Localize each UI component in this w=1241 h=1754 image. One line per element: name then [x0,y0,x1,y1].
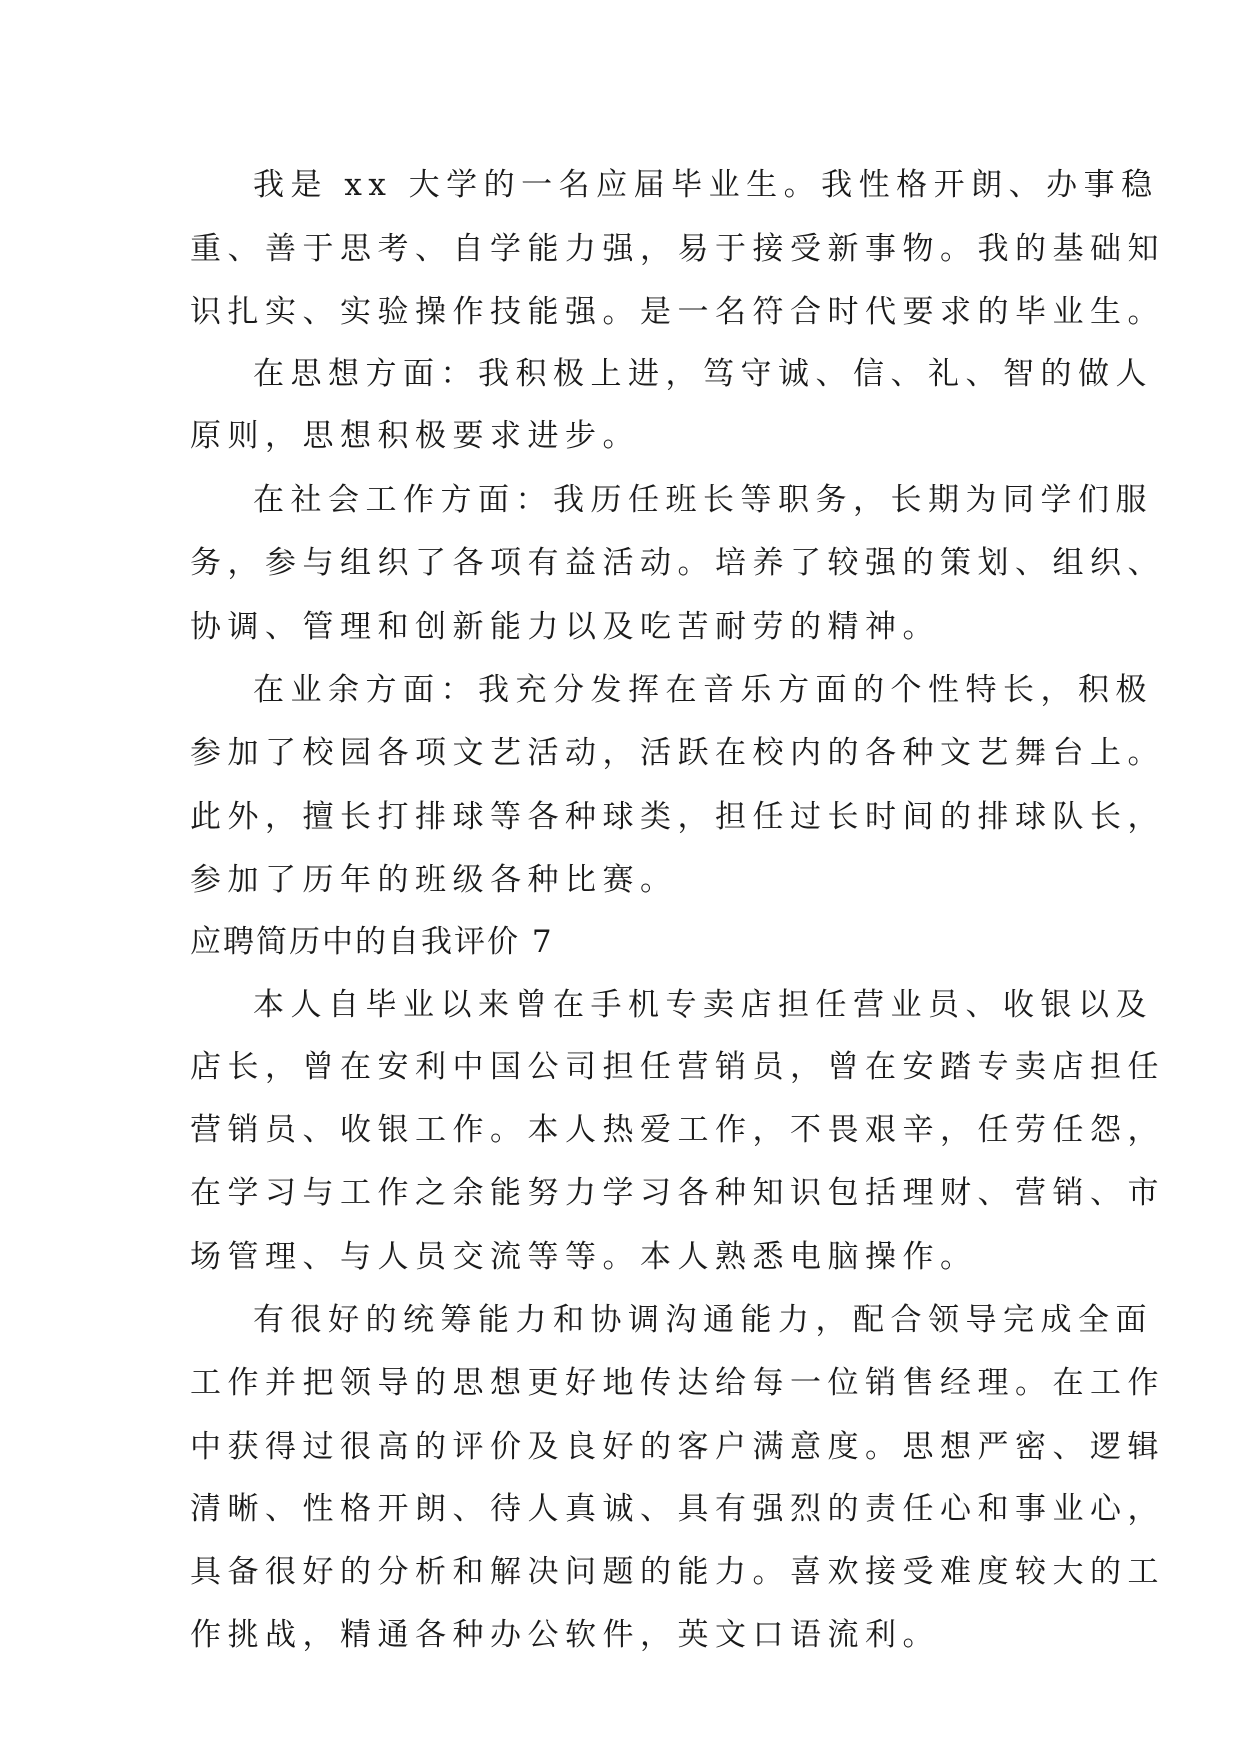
paragraph-6-line-4: 清晰、性格开朗、待人真诚、具有强烈的责任心和事业心， [190,1491,1165,1527]
paragraph-6-line-1: 有很好的统筹能力和协调沟通能力，配合领导完成全面 [253,1302,1153,1338]
section-heading: 应聘简历中的自我评价 7 [190,924,554,960]
paragraph-4-line-2: 参加了校园各项文艺活动，活跃在校内的各种文艺舞台上。 [190,735,1165,771]
paragraph-3-line-1: 在社会工作方面：我历任班长等职务，长期为同学们服 [253,482,1153,518]
paragraph-5-line-1: 本人自毕业以来曾在手机专卖店担任营业员、收银以及 [253,987,1153,1023]
paragraph-1-line-3: 识扎实、实验操作技能强。是一名符合时代要求的毕业生。 [190,294,1165,330]
paragraph-6-line-6: 作挑战，精通各种办公软件，英文口语流利。 [190,1617,940,1653]
paragraph-1-line-2: 重、善于思考、自学能力强，易于接受新事物。我的基础知 [190,231,1165,267]
paragraph-4-line-4: 参加了历年的班级各种比赛。 [190,862,678,898]
paragraph-4-line-3: 此外，擅长打排球等各种球类，担任过长时间的排球队长， [190,799,1165,835]
paragraph-2-line-2: 原则，思想积极要求进步。 [190,418,640,454]
paragraph-1-line-1: 我是 xx 大学的一名应届毕业生。我性格开朗、办事稳 [253,167,1159,203]
paragraph-5-line-4: 在学习与工作之余能努力学习各种知识包括理财、营销、市 [190,1175,1165,1211]
paragraph-4-line-1: 在业余方面：我充分发挥在音乐方面的个性特长，积极 [253,672,1153,708]
paragraph-6-line-5: 具备很好的分析和解决问题的能力。喜欢接受难度较大的工 [190,1554,1165,1590]
paragraph-5-line-3: 营销员、收银工作。本人热爱工作，不畏艰辛，任劳任怨， [190,1112,1165,1148]
paragraph-3-line-2: 务，参与组织了各项有益活动。培养了较强的策划、组织、 [190,545,1165,581]
paragraph-6-line-2: 工作并把领导的思想更好地传达给每一位销售经理。在工作 [190,1365,1165,1401]
paragraph-2-line-1: 在思想方面：我积极上进，笃守诚、信、礼、智的做人 [253,356,1153,392]
paragraph-6-line-3: 中获得过很高的评价及良好的客户满意度。思想严密、逻辑 [190,1429,1165,1465]
paragraph-5-line-5: 场管理、与人员交流等等。本人熟悉电脑操作。 [190,1239,978,1275]
paragraph-5-line-2: 店长，曾在安利中国公司担任营销员，曾在安踏专卖店担任 [190,1049,1165,1085]
paragraph-3-line-3: 协调、管理和创新能力以及吃苦耐劳的精神。 [190,609,940,645]
